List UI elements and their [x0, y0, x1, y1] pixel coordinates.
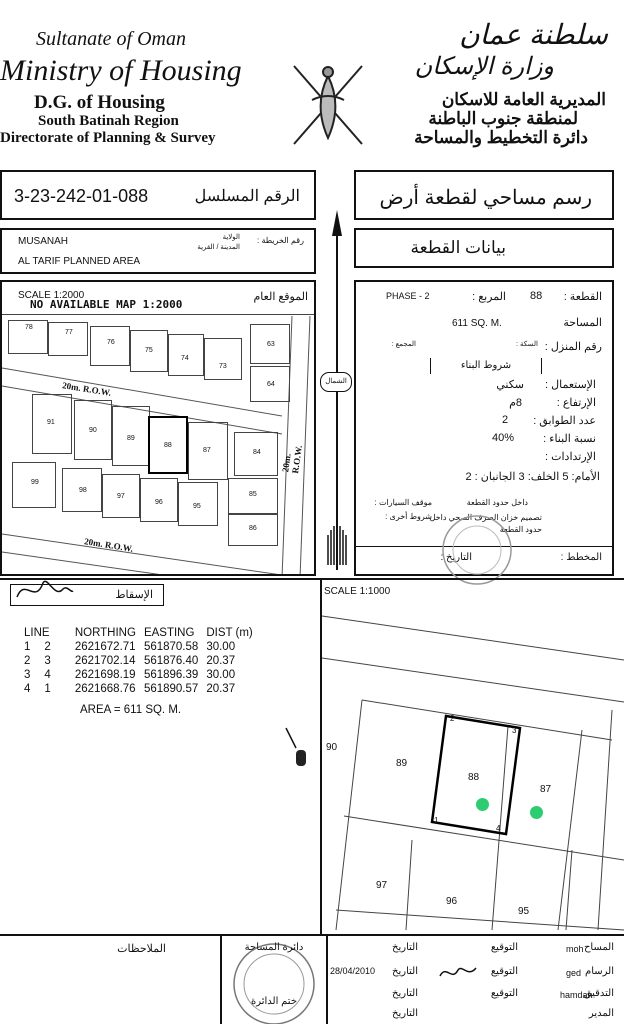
- detail-lot-87: 87: [540, 784, 552, 795]
- detail-map-scale: SCALE 1:1000: [324, 586, 391, 597]
- loc-lot: 95: [178, 482, 218, 526]
- loc-lot: 76: [90, 326, 130, 366]
- front-label: الأمام:: [571, 471, 600, 483]
- building-cond-title: شروط البناء: [460, 360, 512, 371]
- other-value: تصميم خزان الصرف الصحي داخل حدود القطعة: [429, 513, 542, 534]
- detail-lot-95: 95: [518, 906, 530, 917]
- loc-lot: 77: [48, 322, 88, 356]
- building-cond-bracket: [430, 358, 542, 374]
- use-value: سكني: [496, 379, 524, 391]
- loc-lot: 86: [228, 514, 278, 546]
- house-no-label: رقم المنزل :: [544, 341, 602, 353]
- coordinates-table: [20, 626, 257, 696]
- table-row: 1 2 2621672.71 561870.58 30.00: [24, 641, 236, 653]
- block-value: PHASE - 2: [386, 291, 430, 301]
- area-label: المساحة: [563, 317, 602, 329]
- plot-data-box: [354, 280, 614, 576]
- sides-value: 2: [465, 471, 472, 483]
- floors-value: 2: [502, 414, 509, 426]
- doc-title: رسم مساحي لقطعة أرض: [379, 187, 592, 209]
- col-header-line: LINE: [24, 627, 50, 639]
- plot-section-title: بيانات القطعة: [410, 238, 506, 257]
- loc-lot: 78: [8, 320, 48, 354]
- wilayat-value: MUSANAH: [18, 236, 69, 247]
- loc-lot-selected: 88: [148, 416, 188, 474]
- sign-label-1: التوقيع: [490, 942, 518, 953]
- use-label: الإستعمال :: [545, 379, 596, 391]
- header-ar-line5: دائرة التخطيط والمساحة: [414, 128, 588, 147]
- stamp-line2: ختم الدائرة: [250, 996, 298, 1007]
- detail-lot-97: 97: [376, 880, 388, 891]
- loc-lot: 85: [228, 478, 278, 514]
- col-header-easting: EASTING: [143, 627, 195, 639]
- loc-lot: 98: [62, 468, 102, 512]
- projection-title: الإسقاط: [115, 589, 153, 601]
- location-map-scale: SCALE 1:2000: [18, 290, 85, 301]
- loc-lot: 64: [250, 366, 290, 402]
- projection-title-box: [10, 584, 164, 606]
- loc-lot: 74: [168, 334, 204, 376]
- back-value: 3: [518, 471, 525, 483]
- town-label: المدينة / القرية: [197, 244, 240, 251]
- col-header-northing: NORTHING: [74, 627, 136, 639]
- loc-lot: 90: [74, 400, 112, 460]
- block-label: المربع :: [472, 291, 506, 303]
- header-ar-line3: المديرية العامة للاسكان: [441, 90, 606, 109]
- remarks-label: الملاحظات: [117, 943, 166, 955]
- loc-lot: 75: [130, 330, 168, 372]
- height-label: الإرتفاع :: [556, 397, 596, 409]
- header-en-line2: Ministry of Housing: [0, 54, 242, 87]
- role-director: المدير: [588, 1008, 614, 1019]
- detail-map: [322, 580, 624, 934]
- area-value-text: 611 SQ. M.: [452, 318, 502, 329]
- role-surveyor: المساح: [583, 942, 614, 953]
- date-label-2: التاريخ: [392, 966, 418, 977]
- pen-mark-icon: [282, 726, 312, 770]
- surveyor-name: moh: [566, 944, 584, 954]
- detail-lot-96: 96: [446, 896, 458, 907]
- role-drafter: الرسام: [585, 966, 614, 977]
- detail-lot-88: 88: [468, 772, 480, 783]
- road-label-field: السكة :: [516, 341, 538, 348]
- loc-lot: 87: [188, 422, 228, 480]
- loc-lot: 89: [112, 406, 150, 466]
- loc-lot: 96: [140, 478, 178, 522]
- stamp-line1: دائرة المساحة: [244, 942, 304, 953]
- drafter-name: ged: [566, 968, 582, 978]
- header-ar-line1: سلطنة عمان: [459, 19, 608, 50]
- role-checker: التدقيق: [583, 988, 614, 999]
- date-value: 28/04/2010: [330, 966, 376, 976]
- corner-2: 2: [450, 714, 455, 723]
- loc-lot: 84: [234, 432, 278, 476]
- road-label: 20m. R.O.W.: [83, 536, 134, 554]
- coordinates-header-row: [20, 626, 257, 640]
- col-header-dist: DIST (m): [206, 627, 253, 639]
- date-label-1: التاريخ: [392, 942, 418, 953]
- loc-lot: 73: [204, 338, 242, 380]
- checker-name: hamdan: [560, 990, 593, 1000]
- location-map-note: NO AVAILABLE MAP 1:2000: [30, 298, 183, 311]
- detail-lot-89: 89: [396, 758, 408, 769]
- table-row: 2 3 2621702.14 561876.40 20.37: [24, 655, 236, 667]
- doc-title-box: [354, 170, 614, 220]
- header-en-line3: D.G. of Housing: [34, 92, 165, 113]
- planner-label: المخطط :: [560, 552, 602, 563]
- setbacks-label: الإرتدادات :: [545, 451, 596, 463]
- location-box: [0, 228, 316, 274]
- serial-box: [0, 170, 316, 220]
- plot-section-box: [354, 228, 614, 268]
- parking-label: موقف السيارات :: [374, 498, 432, 507]
- north-label: الشمال: [320, 372, 352, 392]
- loc-lot: 91: [32, 394, 72, 454]
- sides-label: الجانبان :: [474, 471, 516, 483]
- table-row: 3 4 2621698.19 561896.39 30.00: [24, 669, 236, 681]
- road-label: 20m. R.O.W.: [61, 380, 112, 398]
- header-en-line1: Sultanate of Oman: [36, 28, 186, 50]
- road-label: 20m. R.O.W.: [280, 444, 304, 475]
- wilayat-label: الولاية: [222, 234, 240, 241]
- ratio-label: نسبة البناء :: [543, 433, 596, 445]
- signature-icon: [438, 962, 478, 984]
- serial-label: الرقم المسلسل: [194, 188, 300, 205]
- date-label-4: التاريخ: [392, 1008, 418, 1019]
- back-label: الخلف:: [527, 471, 560, 483]
- planner-date-label: التاريخ :: [440, 552, 472, 563]
- setbacks-row: [465, 470, 600, 483]
- corner-4: 4: [496, 824, 501, 833]
- corner-1: 1: [434, 816, 439, 825]
- header-ar-line4: لمنطقة جنوب الباطنة: [428, 109, 578, 128]
- parking-value: داخل حدود القطعة: [466, 498, 528, 507]
- header-ar-line2: وزارة الإسكان: [414, 53, 554, 80]
- location-map: [0, 280, 316, 576]
- north-arrow-icon: [322, 210, 352, 580]
- survey-marker: [476, 798, 489, 811]
- signature-icon: [15, 575, 75, 605]
- header-en-line5: Directorate of Planning & Survey: [0, 130, 216, 146]
- area-value: AL TARIF PLANNED AREA: [18, 256, 141, 267]
- loc-lot: 63: [250, 324, 290, 364]
- sign-label-2: التوقيع: [490, 966, 518, 977]
- sign-label-3: التوقيع: [490, 988, 518, 999]
- plot-label: القطعة :: [563, 291, 602, 303]
- header-en-line4: South Batinah Region: [38, 113, 179, 129]
- area-summary: AREA = 611 SQ. M.: [80, 704, 182, 716]
- detail-lot-90: 90: [326, 742, 338, 753]
- map-no-label: رقم الخريطة :: [257, 236, 304, 245]
- ratio-value: 40%: [492, 432, 515, 444]
- location-map-title: الموقع العام: [253, 291, 308, 303]
- oman-emblem-icon: [282, 56, 374, 150]
- complex-label: المجمع :: [391, 341, 416, 348]
- table-row: 4 1 2621668.76 561890.57 20.37: [24, 683, 236, 695]
- loc-lot: 97: [102, 474, 140, 518]
- front-value: 5: [562, 471, 569, 483]
- corner-3: 3: [512, 726, 517, 735]
- plot-number: 88: [530, 290, 543, 302]
- serial-number: 3-23-242-01-088: [14, 186, 149, 206]
- loc-lot: 99: [12, 462, 56, 508]
- date-label-3: التاريخ: [392, 988, 418, 999]
- floors-label: عدد الطوابق :: [533, 415, 596, 427]
- other-label: شروط أخرى :: [385, 512, 432, 521]
- height-value: 8م: [509, 397, 522, 409]
- survey-marker: [530, 806, 543, 819]
